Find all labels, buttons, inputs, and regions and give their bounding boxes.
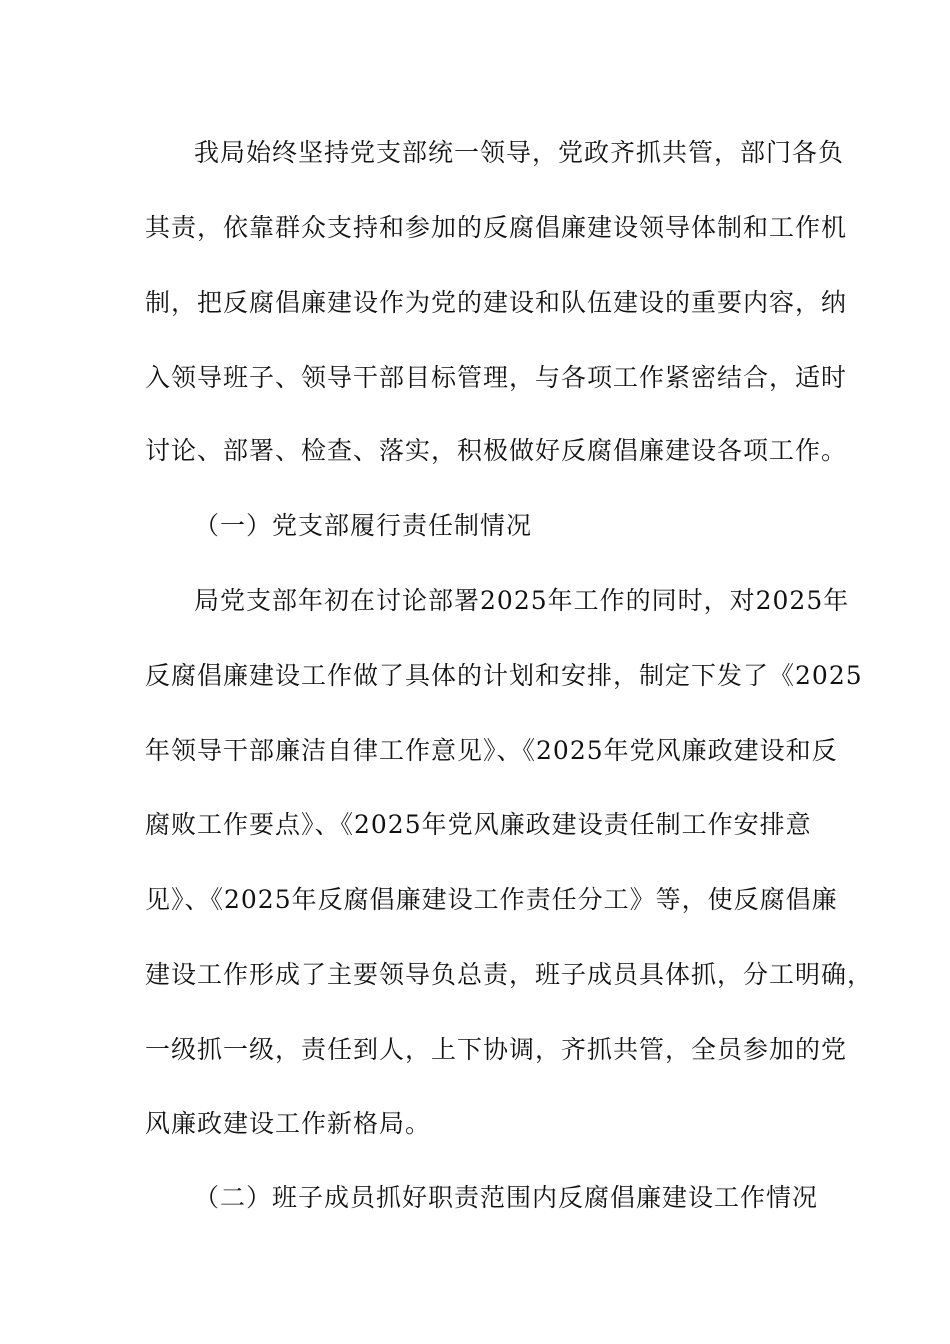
- paragraph-2-line-1: 局党支部年初在讨论部署2025年工作的同时，对2025年: [194, 586, 850, 615]
- paragraph-2-line-6: 建设工作形成了主要领导负总责，班子成员具体抓，分工明确，: [145, 960, 874, 989]
- paragraph-2-line-5: 见》、《2025年反腐倡廉建设工作责任分工》等，使反腐倡廉: [145, 885, 838, 914]
- paragraph-1-line-1: 我局始终坚持党支部统一领导，党政齐抓共管，部门各负: [194, 138, 845, 167]
- paragraph-1-line-4: 入领导班子、领导干部目标管理，与各项工作紧密结合，适时: [145, 363, 848, 392]
- paragraph-1-line-5: 讨论、部署、检查、落实，积极做好反腐倡廉建设各项工作。: [145, 436, 848, 465]
- paragraph-2-line-3: 年领导干部廉洁自律工作意见》、《2025年党风廉政建设和反: [145, 736, 838, 765]
- section-heading-2: （二）班子成员抓好职责范围内反腐倡廉建设工作情况: [194, 1183, 819, 1212]
- paragraph-2-line-8: 风廉政建设工作新格局。: [145, 1109, 432, 1138]
- paragraph-2-line-2: 反腐倡廉建设工作做了具体的计划和安排，制定下发了《2025: [145, 661, 863, 690]
- paragraph-1-line-2: 其责，依靠群众支持和参加的反腐倡廉建设领导体制和工作机: [145, 213, 848, 242]
- paragraph-2-line-4: 腐败工作要点》、《2025年党风廉政建设责任制工作安排意: [145, 810, 812, 839]
- paragraph-2-line-7: 一级抓一级，责任到人，上下协调，齐抓共管，全员参加的党: [145, 1035, 848, 1064]
- paragraph-1-line-3: 制，把反腐倡廉建设作为党的建设和队伍建设的重要内容，纳: [145, 288, 848, 317]
- section-heading-1: （一）党支部履行责任制情况: [194, 511, 533, 540]
